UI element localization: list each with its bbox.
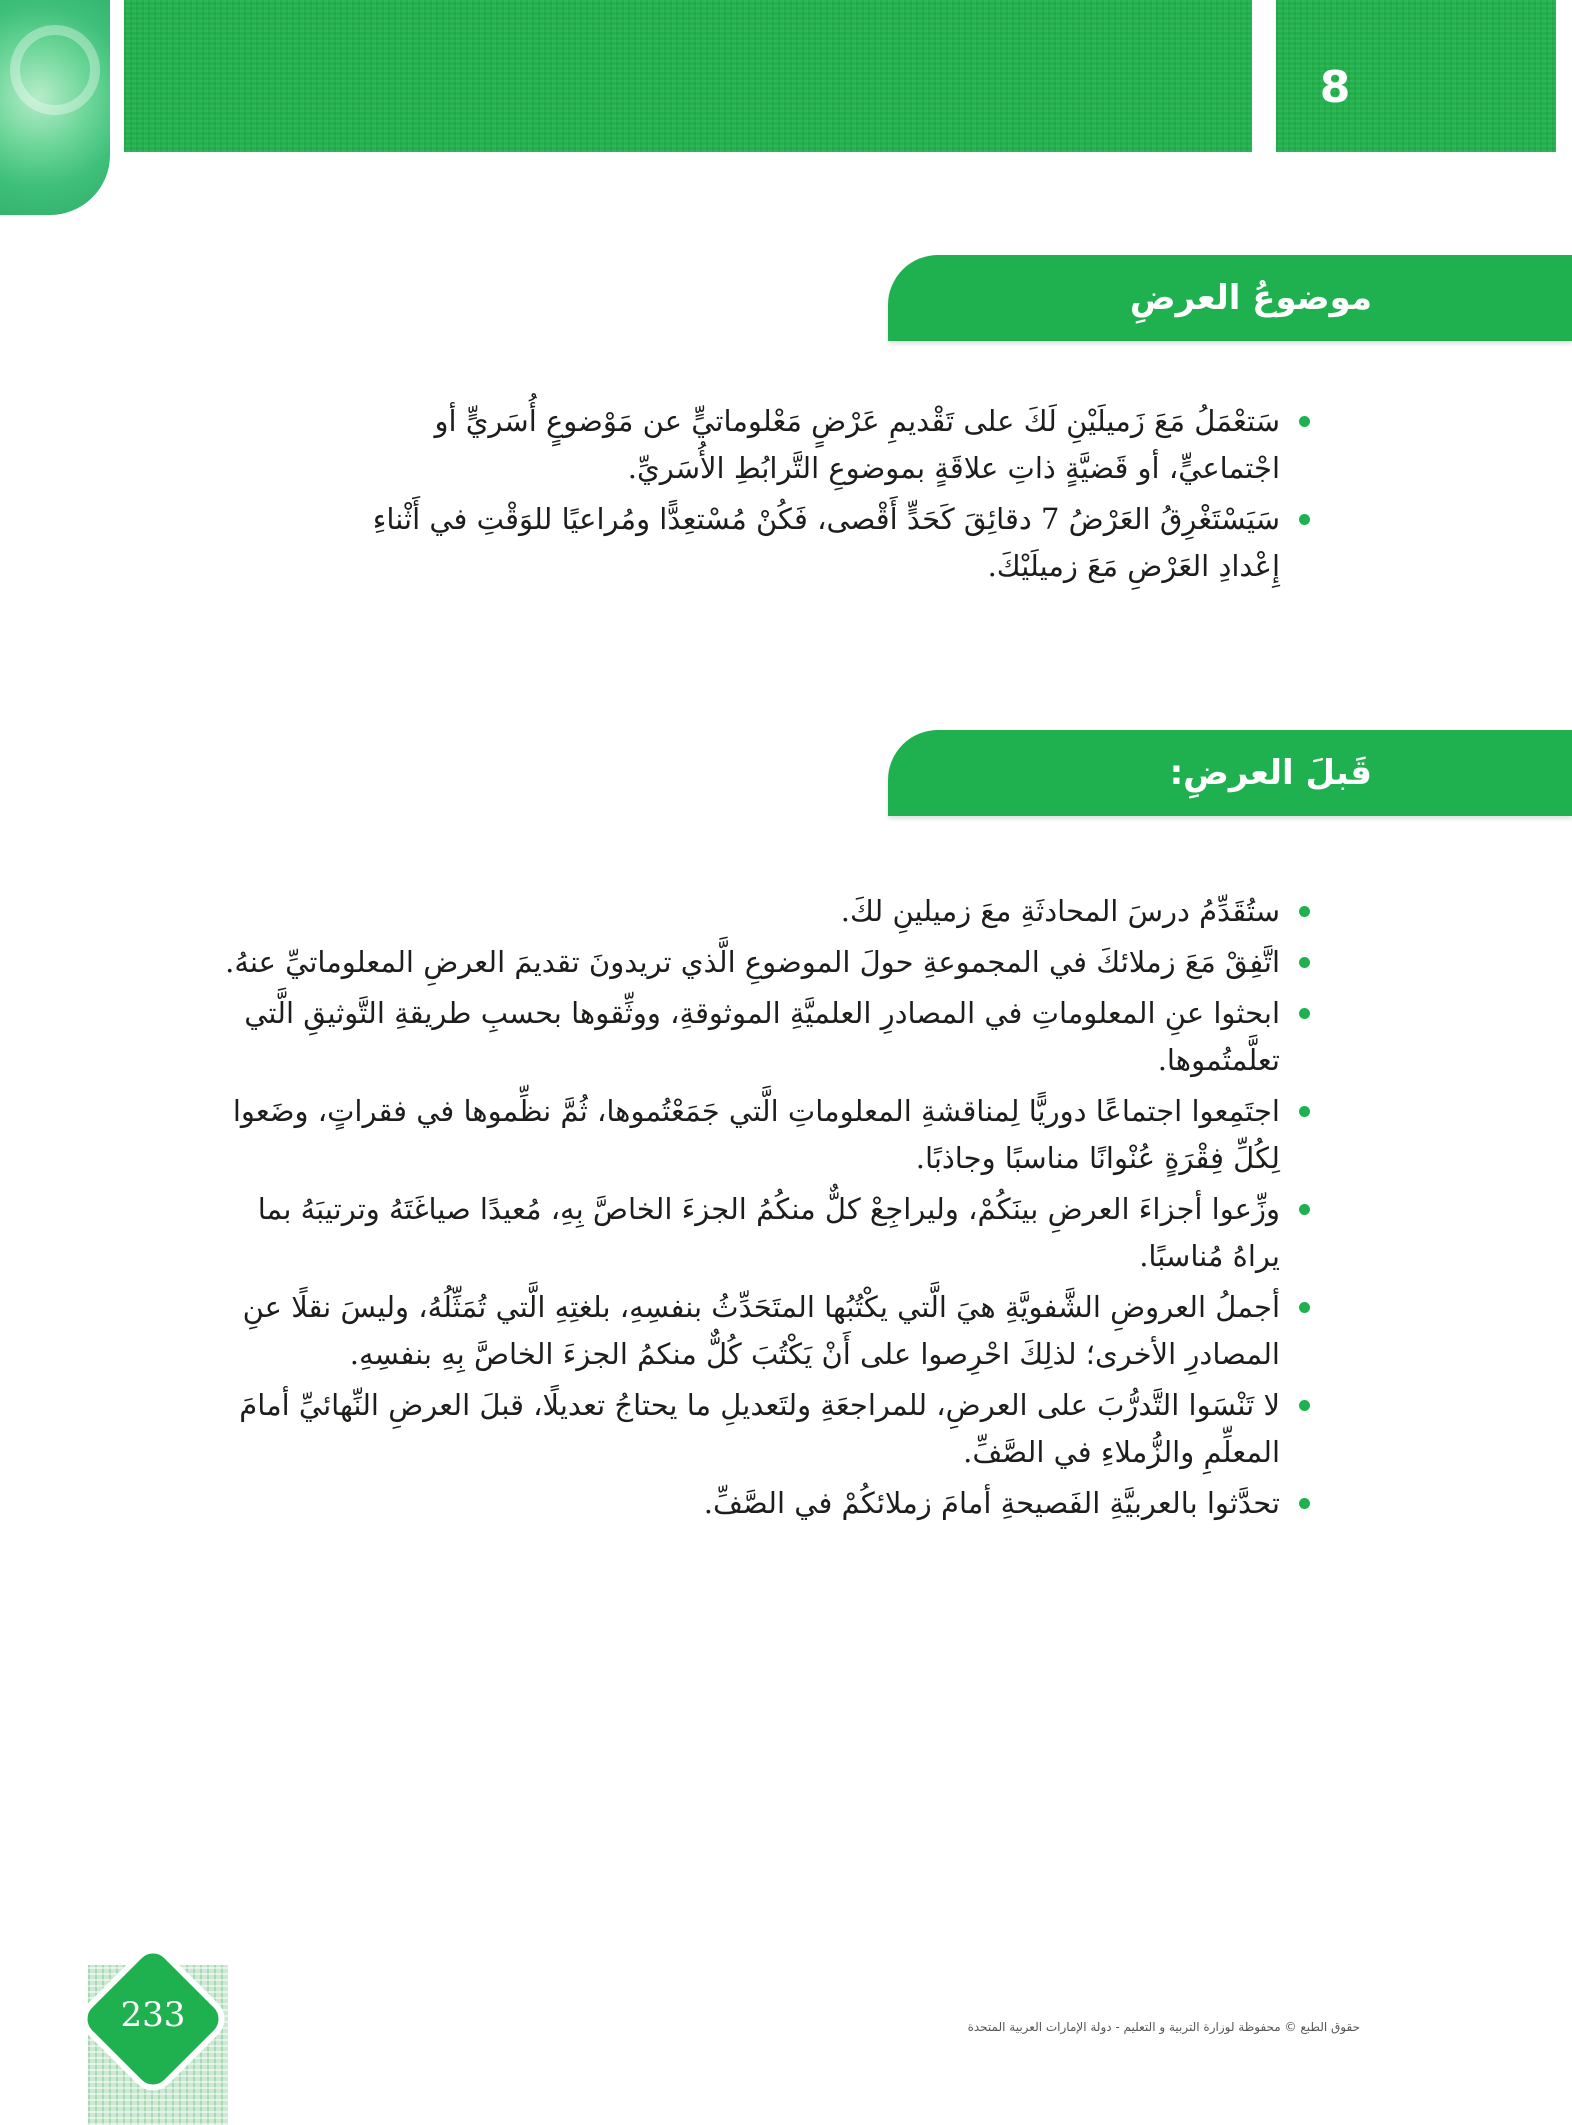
list-item-text: اجتَمِعوا اجتماعًا دوريًّا لِمناقشةِ المعلوماتِ الَّتي جَمَعْتُموها، ثُمَّ نظِّموها في فقراتٍ، وضَعوا لِكُلِّ فِقْرَةٍ عُنْوانًا مناسبًا وجاذبًا. bbox=[232, 1094, 1280, 1175]
topic-bullet-list bbox=[330, 398, 1310, 594]
chapter-number: 8 bbox=[1319, 62, 1351, 113]
page-number: 233 bbox=[120, 1995, 186, 2035]
section-heading-before-presentation bbox=[888, 730, 1572, 816]
list-item bbox=[330, 398, 1310, 492]
before-presentation-bullet-list bbox=[215, 888, 1310, 1531]
list-item-text: لا تَنْسَوا التَّدرُّبَ على العرضِ، للمراجعَةِ ولتَعديلِ ما يحتاجُ تعديلًا، قبلَ العرضِ النِّهائيِّ أمامَ المعلِّمِ والزُّملاءِ في الصَّفِّ. bbox=[239, 1388, 1280, 1469]
bullet-dot-icon bbox=[1299, 1204, 1310, 1215]
copyright-notice: حقوق الطبع © محفوظة لوزارة التربية و التعليم - دولة الإمارات العربية المتحدة bbox=[967, 2020, 1360, 2034]
list-item bbox=[215, 1480, 1310, 1527]
section-title: قَبلَ العرضِ: bbox=[1169, 753, 1372, 793]
list-item bbox=[215, 939, 1310, 986]
list-item bbox=[215, 990, 1310, 1084]
list-item bbox=[215, 1186, 1310, 1280]
section-title: موضوعُ العرضِ bbox=[1129, 278, 1372, 318]
list-item-text: وزِّعوا أجزاءَ العرضِ بينَكُمْ، وليراجِعْ كلٌّ منكُمُ الجزءَ الخاصَّ بِهِ، مُعيدًا صياغَتَهُ وترتيبَهُ بما يراهُ مُناسبًا. bbox=[257, 1192, 1280, 1273]
bullet-dot-icon bbox=[1299, 1400, 1310, 1411]
list-item-text: سَيَسْتَغْرِقُ العَرْضُ 7 دقائِقَ كَحَدٍّ أَقْصى، فَكُنْ مُسْتعِدًّا ومُراعيًا للوَقْتِ في أَثْناءِ إِعْدادِ العَرْضِ مَعَ زميلَيْكَ. bbox=[372, 502, 1280, 583]
list-item bbox=[215, 888, 1310, 935]
bullet-dot-icon bbox=[1299, 957, 1310, 968]
corner-decoration bbox=[0, 0, 110, 215]
list-item-text: ابحثوا عنِ المعلوماتِ في المصادرِ العلميَّةِ الموثوقةِ، ووثِّقوها بحسبِ طريقةِ التَّوثيقِ الَّتي تعلَّمتُموها. bbox=[244, 996, 1280, 1077]
bullet-dot-icon bbox=[1299, 514, 1310, 525]
list-item-text: اتَّفِقْ مَعَ زملائكَ في المجموعةِ حولَ الموضوعِ الَّذي تريدونَ تقديمَ العرضِ المعلوماتيِّ عنهُ. bbox=[225, 945, 1280, 979]
list-item bbox=[330, 496, 1310, 590]
list-item bbox=[215, 1088, 1310, 1182]
bullet-dot-icon bbox=[1299, 1106, 1310, 1117]
header-band bbox=[124, 0, 1252, 152]
list-item-text: أجملُ العروضِ الشَّفويَّةِ هيَ الَّتي يكْتُبُها المتَحَدِّثُ بنفسِهِ، بلغتِهِ الَّتي تُمَثِّلُهُ، وليسَ نقلًا عنِ المصادرِ الأخرى؛ لذلِكَ احْرِصوا على أَنْ يَكْتُبَ كُلٌّ منكمُ الجزءَ الخاصَّ بِهِ بنفسِهِ. bbox=[242, 1290, 1280, 1371]
list-item bbox=[215, 1382, 1310, 1476]
bullet-dot-icon bbox=[1299, 1302, 1310, 1313]
decorative-ring bbox=[10, 25, 100, 115]
list-item bbox=[215, 1284, 1310, 1378]
bullet-dot-icon bbox=[1299, 1498, 1310, 1509]
list-item-text: سَتعْمَلُ مَعَ زَميلَيْنِ لَكَ على تَقْديمِ عَرْضٍ مَعْلوماتيٍّ عن مَوْضوعٍ أُسَريٍّ أو اجْتماعيٍّ، أو قَضيَّةٍ ذاتِ علاقَةٍ بموضوعِ التَّرابُطِ الأُسَريِّ. bbox=[434, 404, 1280, 485]
section-heading-topic bbox=[888, 255, 1572, 341]
bullet-dot-icon bbox=[1299, 1008, 1310, 1019]
list-item-text: ستُقَدِّمُ درسَ المحادثَةِ معَ زميلينِ لكَ. bbox=[840, 894, 1280, 928]
list-item-text: تحدَّثوا بالعربيَّةِ الفَصيحةِ أمامَ زملائكُمْ في الصَّفِّ. bbox=[703, 1486, 1280, 1520]
bullet-dot-icon bbox=[1299, 906, 1310, 917]
bullet-dot-icon bbox=[1299, 416, 1310, 427]
